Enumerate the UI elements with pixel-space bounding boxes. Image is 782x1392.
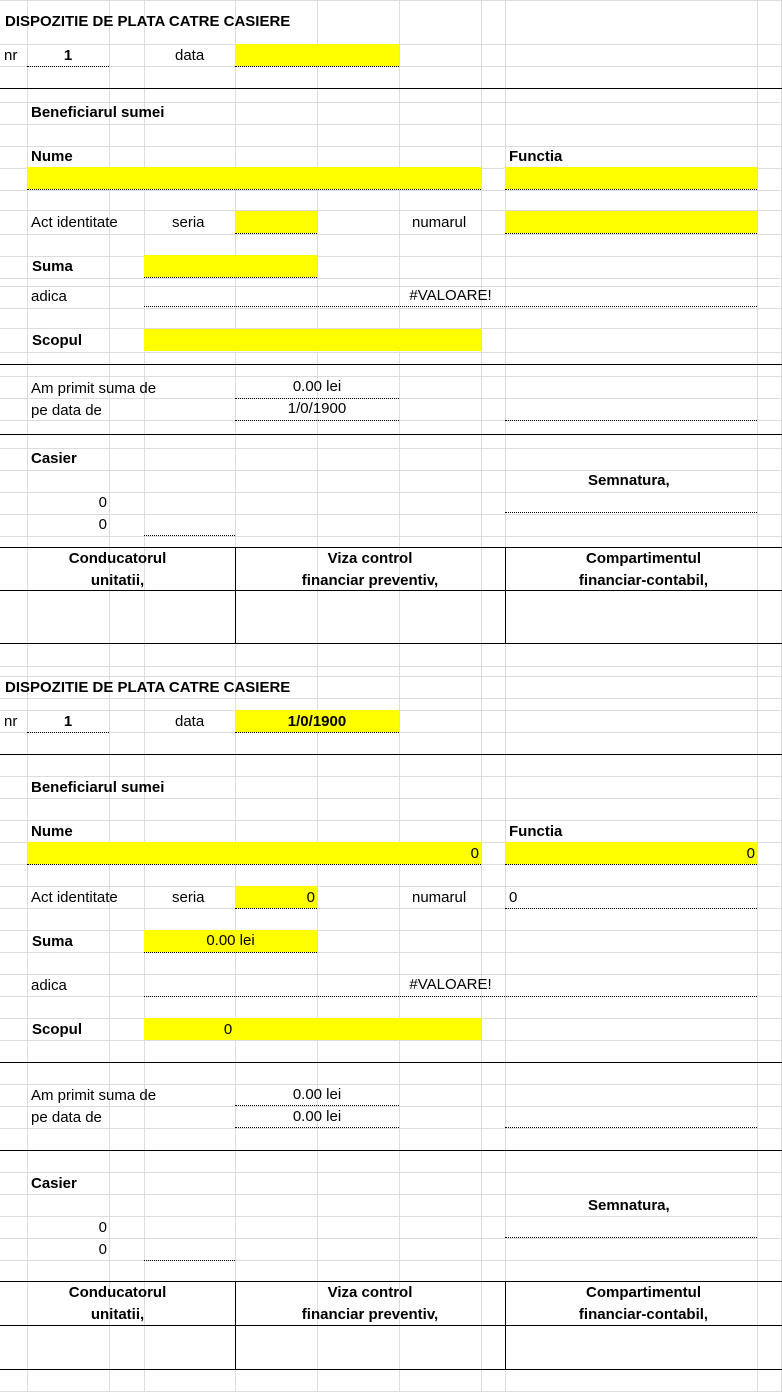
- footer-col2-line1: Viza control: [327, 1284, 413, 1301]
- grid-row-line: [0, 514, 782, 515]
- semnatura-underline: [505, 1237, 757, 1238]
- section-border: [0, 1062, 782, 1063]
- seria-value: 0: [306, 889, 315, 906]
- functia-underline: [505, 864, 757, 865]
- data-underline: [235, 66, 399, 67]
- footer-col2-line1: Viza control: [327, 550, 413, 567]
- numarul-field[interactable]: [505, 211, 757, 233]
- form-title: DISPOZITIE DE PLATA CATRE CASIERE: [5, 13, 291, 30]
- pe-data-value: 0.00 lei: [292, 1108, 342, 1125]
- grid-row-line: [0, 124, 782, 125]
- adica-label: adica: [31, 288, 67, 305]
- suma-label: Suma: [32, 933, 73, 950]
- nr-underline: [27, 66, 109, 67]
- beneficiar-heading: Beneficiarul sumei: [31, 779, 165, 796]
- numarul-value[interactable]: 0: [509, 889, 518, 906]
- suma-underline: [144, 952, 317, 953]
- grid-row-line: [0, 448, 782, 449]
- grid-row-line: [0, 666, 782, 667]
- grid-row-line: [0, 1194, 782, 1195]
- grid-row-line: [0, 798, 782, 799]
- pe-data-underline: [235, 420, 399, 421]
- suma-field[interactable]: [144, 255, 317, 277]
- grid-row-line: [0, 1216, 782, 1217]
- footer-border-bottom: [0, 643, 782, 644]
- grid-row-line: [0, 1040, 782, 1041]
- adica-label: adica: [31, 977, 67, 994]
- footer-header-border: [0, 590, 782, 591]
- grid-row-line: [0, 308, 782, 309]
- grid-row-line: [0, 0, 782, 1]
- footer-col3-line2: financiar-contabil,: [578, 572, 709, 589]
- scopul-field[interactable]: [144, 329, 481, 351]
- grid-row-line: [0, 776, 782, 777]
- data-label: data: [175, 47, 205, 64]
- grid-row-line: [0, 952, 782, 953]
- footer-border-top: [0, 547, 782, 548]
- grid-col-line: [505, 0, 506, 1392]
- nume-underline: [27, 189, 481, 190]
- nume-value: 0: [470, 845, 479, 862]
- data-field[interactable]: [235, 44, 399, 66]
- nr-value[interactable]: 1: [63, 47, 73, 64]
- grid-col-line: [757, 0, 758, 1392]
- scopul-label: Scopul: [32, 332, 83, 349]
- footer-col3-line1: Compartimentul: [585, 550, 701, 567]
- semnatura-label: Semnatura,: [588, 1197, 670, 1214]
- footer-col3-line1: Compartimentul: [585, 1284, 701, 1301]
- grid-row-line: [0, 1172, 782, 1173]
- grid-row-line: [0, 886, 782, 887]
- grid-row-line: [0, 256, 782, 257]
- act-identitate-label: Act identitate: [31, 214, 118, 231]
- grid-row-line: [0, 146, 782, 147]
- seria-underline: [235, 233, 317, 234]
- grid-col-line: [481, 0, 482, 1392]
- footer-col2-line2: financiar preventiv,: [301, 572, 439, 589]
- grid-row-line: [0, 698, 782, 699]
- casier-line-2: 0: [98, 516, 107, 533]
- casier-underline: [144, 535, 235, 536]
- casier-line-1: 0: [98, 494, 107, 511]
- grid-row-line: [0, 492, 782, 493]
- grid-row-line: [0, 1084, 782, 1085]
- am-primit-underline: [235, 1105, 399, 1106]
- seria-underline: [235, 908, 317, 909]
- casier-line-1: 0: [98, 1219, 107, 1236]
- signature-underline: [505, 420, 757, 421]
- am-primit-value: 0.00 lei: [292, 378, 342, 395]
- pe-data-underline: [235, 1127, 399, 1128]
- casier-label: Casier: [31, 450, 77, 467]
- grid-row-line: [0, 470, 782, 471]
- beneficiar-heading: Beneficiarul sumei: [31, 104, 165, 121]
- grid-row-line: [0, 278, 782, 279]
- grid-row-line: [0, 190, 782, 191]
- functia-underline: [505, 189, 757, 190]
- grid-row-line: [0, 536, 782, 537]
- casier-line-2: 0: [98, 1241, 107, 1258]
- footer-col1-line2: unitatii,: [90, 1306, 145, 1323]
- footer-header-border: [0, 1325, 782, 1326]
- section-border: [0, 434, 782, 435]
- numarul-label: numarul: [412, 889, 467, 906]
- pe-data-value: 1/0/1900: [287, 400, 347, 417]
- numarul-underline: [505, 233, 757, 234]
- footer-col3-line2: financiar-contabil,: [578, 1306, 709, 1323]
- nr-underline: [27, 732, 109, 733]
- nr-value[interactable]: 1: [63, 713, 73, 730]
- footer-col1-line2: unitatii,: [90, 572, 145, 589]
- semnatura-label: Semnatura,: [588, 472, 670, 489]
- casier-label: Casier: [31, 1175, 77, 1192]
- functia-value: 0: [746, 845, 755, 862]
- seria-label: seria: [172, 889, 205, 906]
- suma-value: 0.00 lei: [206, 932, 255, 949]
- pe-data-label: pe data de: [31, 402, 102, 419]
- nume-label: Nume: [31, 148, 73, 165]
- grid-col-line: [399, 0, 400, 1392]
- data-value: 1/0/1900: [287, 713, 347, 730]
- scopul-label: Scopul: [32, 1021, 83, 1038]
- signature-underline: [505, 1127, 757, 1128]
- grid-col-line: [317, 0, 318, 1392]
- adica-value: #VALOARE!: [409, 976, 492, 993]
- seria-field[interactable]: [235, 211, 317, 233]
- data-underline: [235, 732, 399, 733]
- am-primit-label: Am primit suma de: [31, 380, 157, 397]
- section-border: [0, 88, 782, 89]
- functia-label: Functia: [509, 823, 563, 840]
- am-primit-value: 0.00 lei: [292, 1086, 342, 1103]
- grid-row-line: [0, 974, 782, 975]
- scopul-value: 0: [223, 1021, 233, 1038]
- section-border: [0, 364, 782, 365]
- am-primit-label: Am primit suma de: [31, 1087, 157, 1104]
- pe-data-label: pe data de: [31, 1109, 102, 1126]
- semnatura-underline: [505, 512, 757, 513]
- functia-field[interactable]: [505, 167, 757, 189]
- grid-row-line: [0, 1260, 782, 1261]
- section-border: [0, 754, 782, 755]
- casier-underline: [144, 1260, 235, 1261]
- grid-row-line: [0, 376, 782, 377]
- functia-label: Functia: [509, 148, 563, 165]
- grid-row-line: [0, 102, 782, 103]
- nr-label: nr: [4, 713, 18, 730]
- nume-field[interactable]: [27, 167, 481, 189]
- adica-underline: [144, 306, 757, 307]
- grid-row-line: [0, 1106, 782, 1107]
- form-title: DISPOZITIE DE PLATA CATRE CASIERE: [5, 679, 291, 696]
- data-label: data: [175, 713, 205, 730]
- adica-underline: [144, 996, 757, 997]
- numarul-underline: [505, 908, 757, 909]
- am-primit-underline: [235, 398, 399, 399]
- nume-label: Nume: [31, 823, 73, 840]
- suma-label: Suma: [32, 258, 73, 275]
- footer-col1-line1: Conducatorul: [68, 550, 167, 567]
- grid-row-line: [0, 234, 782, 235]
- grid-row-line: [0, 820, 782, 821]
- grid-row-line: [0, 676, 782, 677]
- grid-row-line: [0, 930, 782, 931]
- footer-border-bottom: [0, 1369, 782, 1370]
- footer-col2-line2: financiar preventiv,: [301, 1306, 439, 1323]
- footer-border-top: [0, 1281, 782, 1282]
- adica-value: #VALOARE!: [409, 287, 492, 304]
- seria-label: seria: [172, 214, 205, 231]
- suma-underline: [144, 277, 317, 278]
- grid-row-line: [0, 1128, 782, 1129]
- act-identitate-label: Act identitate: [31, 889, 118, 906]
- footer-col1-line1: Conducatorul: [68, 1284, 167, 1301]
- nume-underline: [27, 864, 481, 865]
- grid-row-line: [0, 1238, 782, 1239]
- section-border: [0, 1150, 782, 1151]
- grid-row-line: [0, 352, 782, 353]
- nr-label: nr: [4, 47, 18, 64]
- numarul-label: numarul: [412, 214, 467, 231]
